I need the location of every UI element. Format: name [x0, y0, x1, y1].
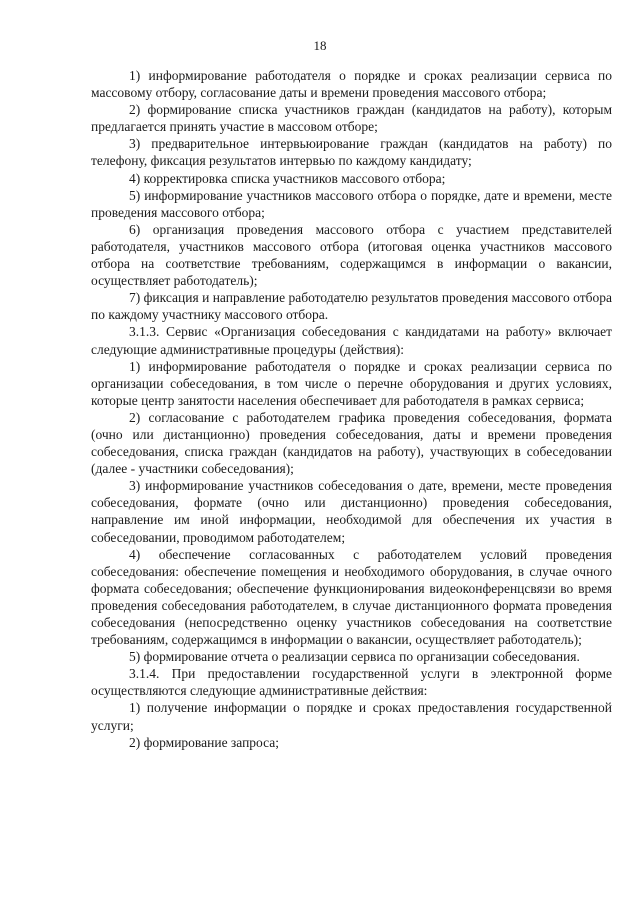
paragraph: 1) информирование работодателя о порядке и сроках реализации сервиса по массовому отбору, согласование даты и времени проведения массового отбора; [91, 68, 612, 101]
paragraph: 1) информирование работодателя о порядке и сроках реализации сервиса по организации собеседования, в том числе о перечне оборудования и других условиях, которые центр занятости населения обеспечивает для работодателя в рамках сервиса; [91, 358, 612, 408]
paragraph: 3) информирование участников собеседования о дате, времени, месте проведения собеседования, формате (очно или дистанционно) проведения собеседования, направление им иной информации, необходимой для обеспечения их участия в собеседовании, проводимом работодателем; [91, 478, 612, 545]
paragraph: 4) обеспечение согласованных с работодателем условий проведения собеседования: обеспечение помещения и необходимого оборудования, в случае очного формата собеседования; обеспечение функционирования видеоконференцсвязи во время проведения собеседования работодателем, в случае дистанционного формата проведения собеседования (непосредственно оценку участников собеседования на соответствие требованиям, содержащимся в информации о вакансии, осуществляет работодатель); [91, 546, 612, 648]
paragraph: 5) формирование отчета о реализации сервиса по организации собеседования. [129, 649, 580, 665]
document-body [91, 67, 612, 751]
paragraph: 5) информирование участников массового отбора о порядке, дате и времени, месте проведения массового отбора; [91, 187, 612, 220]
paragraph: 7) фиксация и направление работодателю результатов проведения массового отбора по каждому участнику массового отбора. [91, 290, 612, 323]
page-number: 18 [313, 38, 327, 53]
section-paragraph: 3.1.3. Сервис «Организация собеседования с кандидатами на работу» включает следующие административные процедуры (действия): [91, 324, 612, 357]
paragraph: 6) организация проведения массового отбора с участием представителей работодателя, участников массового отбора (итоговая оценка участников массового отбора на соответствие требованиям, содержащимся в информации о вакансии, осуществляет работодатель); [91, 221, 612, 289]
section-paragraph: 3.1.4. При предоставлении государственной услуги в электронной форме осуществляются следующие административные действия: [91, 666, 612, 699]
paragraph: 2) формирование списка участников граждан (кандидатов на работу), которым предлагается принять участие в массовом отборе; [91, 102, 612, 135]
paragraph: 1) получение информации о порядке и сроках предоставления государственной услуги; [91, 700, 612, 733]
paragraph: 4) корректировка списка участников массового отбора; [129, 170, 446, 186]
paragraph: 2) формирование запроса; [129, 734, 280, 750]
paragraph: 2) согласование с работодателем графика проведения собеседования, формата (очно или дистанционно) проведения собеседования, даты и времени проведения собеседования, списка граждан (кандидатов на работу), участвующих в собеседовании (далее - участники собеседования); [91, 409, 612, 477]
paragraph: 3) предварительное интервьюирование граждан (кандидатов на работу) по телефону, фиксация результатов интервью по каждому кандидату; [91, 136, 612, 169]
